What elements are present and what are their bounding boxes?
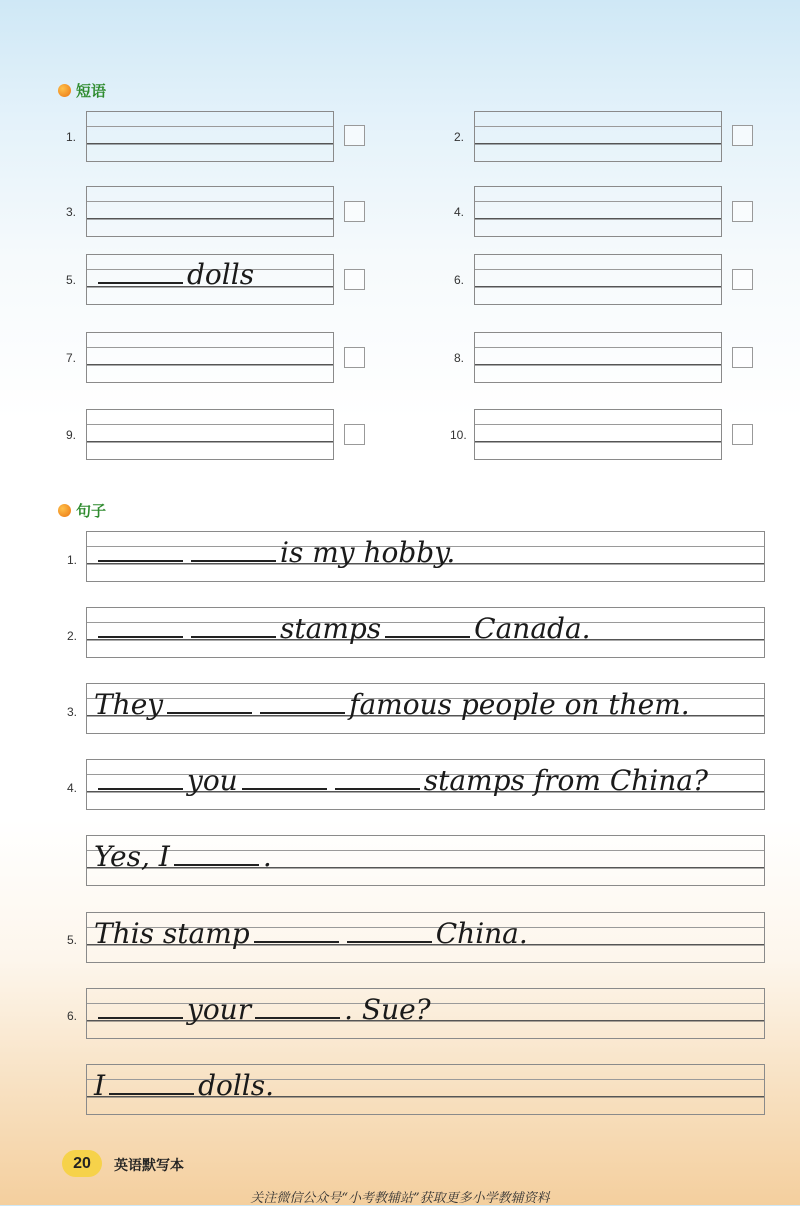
phrase-writing-lines[interactable]: [474, 111, 722, 162]
answer-blank[interactable]: [167, 712, 252, 714]
phrase-checkbox[interactable]: [732, 201, 753, 222]
phrase-handwriting: dolls: [94, 258, 254, 291]
answer-blank[interactable]: [260, 712, 345, 714]
answer-blank[interactable]: [191, 560, 276, 562]
answer-blank[interactable]: [98, 282, 183, 284]
phrase-writing-lines[interactable]: [474, 254, 722, 305]
phrase-checkbox[interactable]: [732, 125, 753, 146]
phrase-number: 6.: [454, 273, 465, 287]
book-title: 英语默写本: [114, 1157, 184, 1173]
orange-bullet-icon: [58, 84, 71, 97]
sentence-number: 2.: [67, 629, 78, 643]
sentence-handwriting: Yes, I .: [94, 840, 272, 873]
sentence-number: 1.: [67, 553, 78, 567]
sentence-number: 4.: [67, 781, 78, 795]
phrase-number: 9.: [66, 428, 77, 442]
sentence-number: 5.: [67, 933, 78, 947]
answer-blank[interactable]: [255, 1017, 340, 1019]
answer-blank[interactable]: [335, 788, 420, 790]
answer-blank[interactable]: [174, 864, 259, 866]
answer-blank[interactable]: [347, 941, 432, 943]
phrase-number: 1.: [66, 130, 77, 144]
answer-blank[interactable]: [242, 788, 327, 790]
phrase-checkbox[interactable]: [344, 269, 365, 290]
answer-blank[interactable]: [98, 788, 183, 790]
phrase-number: 8.: [454, 351, 465, 365]
phrase-number: 5.: [66, 273, 77, 287]
answer-blank[interactable]: [385, 636, 470, 638]
phrase-checkbox[interactable]: [732, 424, 753, 445]
answer-blank[interactable]: [191, 636, 276, 638]
sentence-handwriting: They famous people on them.: [94, 688, 690, 721]
phrase-checkbox[interactable]: [732, 269, 753, 290]
orange-bullet-icon: [58, 504, 71, 517]
phrase-checkbox[interactable]: [344, 125, 365, 146]
phrase-checkbox[interactable]: [344, 201, 365, 222]
phrase-checkbox[interactable]: [344, 424, 365, 445]
footer-note: 关注微信公众号“小考教辅站”获取更多小学教辅资料: [250, 1191, 550, 1206]
phrase-number: 3.: [66, 205, 77, 219]
sentence-number: 6.: [67, 1009, 78, 1023]
sentence-handwriting: I dolls.: [94, 1069, 275, 1102]
phrase-writing-lines[interactable]: [86, 332, 334, 383]
sentence-handwriting: stamps Canada.: [94, 612, 591, 645]
page-number-badge: 20: [62, 1150, 102, 1177]
answer-blank[interactable]: [98, 636, 183, 638]
answer-blank[interactable]: [98, 1017, 183, 1019]
sentence-handwriting: your . Sue?: [94, 993, 431, 1026]
answer-blank[interactable]: [254, 941, 339, 943]
answer-blank[interactable]: [109, 1093, 194, 1095]
phrase-number: 7.: [66, 351, 77, 365]
sentence-handwriting: is my hobby.: [94, 536, 455, 569]
phrase-checkbox[interactable]: [732, 347, 753, 368]
sentences-title-text: 句子: [76, 503, 107, 520]
phrase-number: 2.: [454, 130, 465, 144]
answer-blank[interactable]: [98, 560, 183, 562]
phrase-writing-lines[interactable]: [474, 186, 722, 237]
phrase-writing-lines[interactable]: [86, 409, 334, 460]
phrase-writing-lines[interactable]: [474, 409, 722, 460]
phrase-writing-lines[interactable]: [474, 332, 722, 383]
phrase-writing-lines[interactable]: [86, 186, 334, 237]
phrase-number: 10.: [450, 428, 467, 442]
phrase-writing-lines[interactable]: [86, 111, 334, 162]
sentence-number: 3.: [67, 705, 78, 719]
sentences-section-title: [58, 500, 106, 521]
phrases-title-text: 短语: [76, 83, 107, 100]
phrase-number: 4.: [454, 205, 465, 219]
sentence-handwriting: you stamps from China?: [94, 764, 708, 797]
phrase-checkbox[interactable]: [344, 347, 365, 368]
phrases-section-title: [58, 80, 106, 101]
sentence-handwriting: This stamp China.: [94, 917, 528, 950]
